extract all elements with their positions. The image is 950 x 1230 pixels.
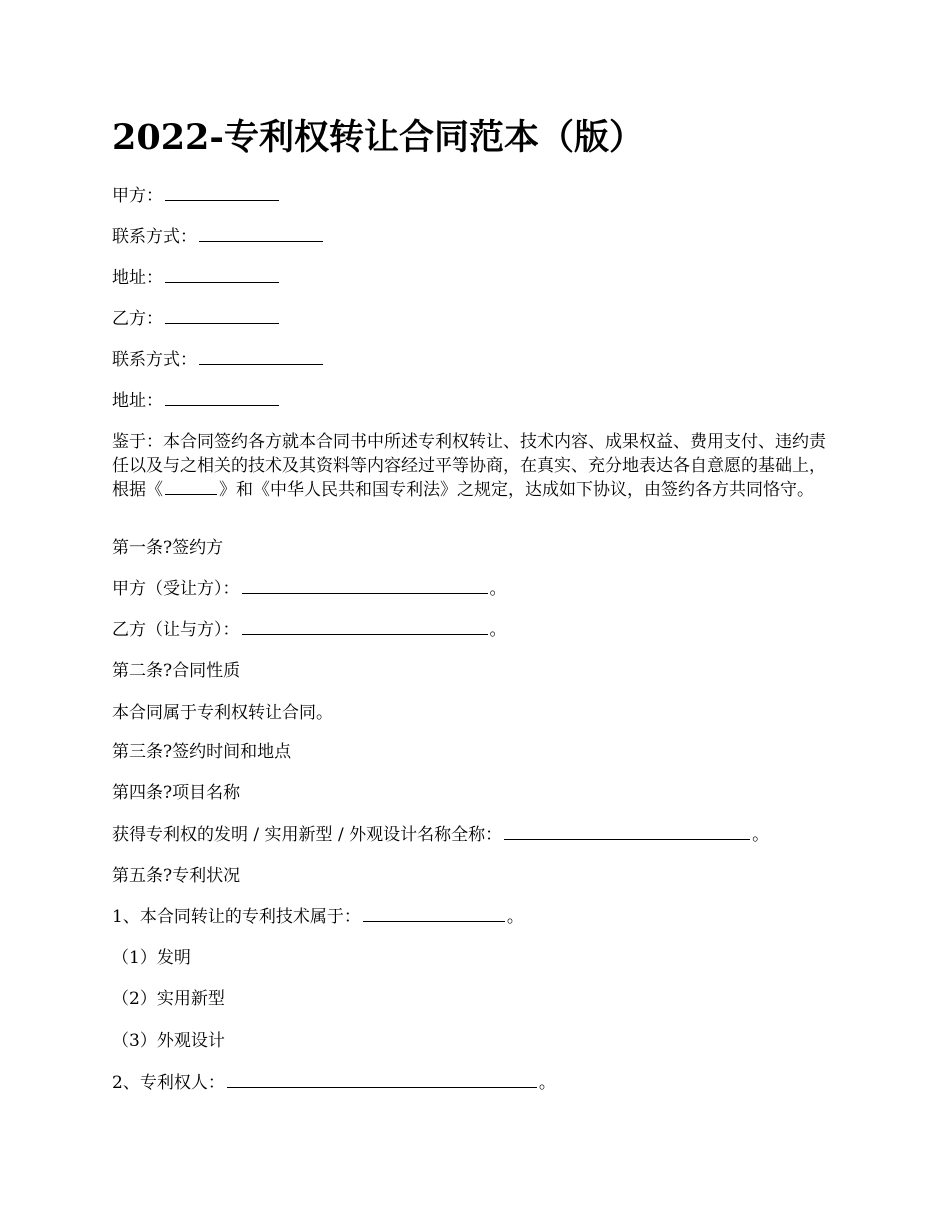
article1-b-blank[interactable]: [242, 618, 488, 635]
address-a-line: [112, 266, 852, 290]
recital-paragraph: [112, 430, 842, 502]
article4-heading: 第四条?项目名称: [112, 783, 241, 803]
item2-line: [112, 1071, 852, 1095]
article4-text: 获得专利权的发明 / 实用新型 / 外观设计名称全称：: [112, 825, 503, 845]
article3-heading: 第三条?签约时间和地点: [112, 742, 292, 762]
party-b-label: 乙方：: [112, 309, 163, 329]
address-b-blank[interactable]: [165, 389, 279, 406]
item1-line: [112, 905, 852, 929]
party-a-line: [112, 184, 852, 208]
article4-name-line: [112, 823, 852, 847]
party-a-blank[interactable]: [165, 184, 279, 201]
item1-blank[interactable]: [363, 905, 505, 922]
item1-period: 。: [506, 907, 524, 927]
recital-law-blank[interactable]: [165, 478, 217, 495]
contact-a-line: [112, 225, 852, 249]
address-a-label: 地址：: [112, 268, 163, 288]
option-utility-model: （2）实用新型: [112, 989, 225, 1009]
item2-blank[interactable]: [227, 1071, 537, 1088]
contact-b-line: [112, 348, 852, 372]
address-a-blank[interactable]: [165, 266, 279, 283]
article1-b-period: 。: [489, 620, 507, 640]
party-b-line: [112, 307, 852, 331]
recital-text-part2: 》和《中华人民共和国专利法》之规定，达成如下协议，由签约各方共同恪守。: [219, 480, 814, 500]
party-a-label: 甲方：: [112, 186, 163, 206]
party-b-blank[interactable]: [165, 307, 279, 324]
contact-b-label: 联系方式：: [112, 350, 197, 370]
contact-b-blank[interactable]: [199, 348, 323, 365]
article1-a-period: 。: [489, 579, 507, 599]
recital-text-part1: 鉴于：本合同签约各方就本合同书中所述专利权转让、技术内容、成果权益、费用支付、违约责任以及与之相关的技术及其资料等内容经过平等协商，在真实、充分地表达各自意愿的基础上，根据《: [112, 432, 826, 500]
item1-text: 1、本合同转让的专利技术属于：: [112, 907, 361, 927]
article2-text: 本合同属于专利权转让合同。: [112, 703, 333, 723]
option-invention: （1）发明: [112, 948, 191, 968]
article1-a-label: 甲方（受让方）：: [112, 579, 240, 599]
article2-heading: 第二条?合同性质: [112, 661, 241, 681]
article4-name-blank[interactable]: [504, 823, 750, 840]
item2-text: 2、专利权人：: [112, 1073, 225, 1093]
address-b-label: 地址：: [112, 391, 163, 411]
article1-b-label: 乙方（让与方）：: [112, 620, 240, 640]
article1-party-a-line: [112, 577, 852, 601]
article1-party-b-line: [112, 618, 852, 642]
option-design: （3）外观设计: [112, 1031, 225, 1051]
article1-a-blank[interactable]: [242, 577, 488, 594]
document-title: 2022-专利权转让合同范本（版）: [112, 117, 644, 158]
contact-a-label: 联系方式：: [112, 227, 197, 247]
address-b-line: [112, 389, 852, 413]
article1-heading: 第一条?签约方: [112, 538, 224, 558]
contact-a-blank[interactable]: [199, 225, 323, 242]
article5-heading: 第五条?专利状况: [112, 866, 241, 886]
article4-period: 。: [752, 825, 770, 845]
item2-period: 。: [538, 1073, 556, 1093]
